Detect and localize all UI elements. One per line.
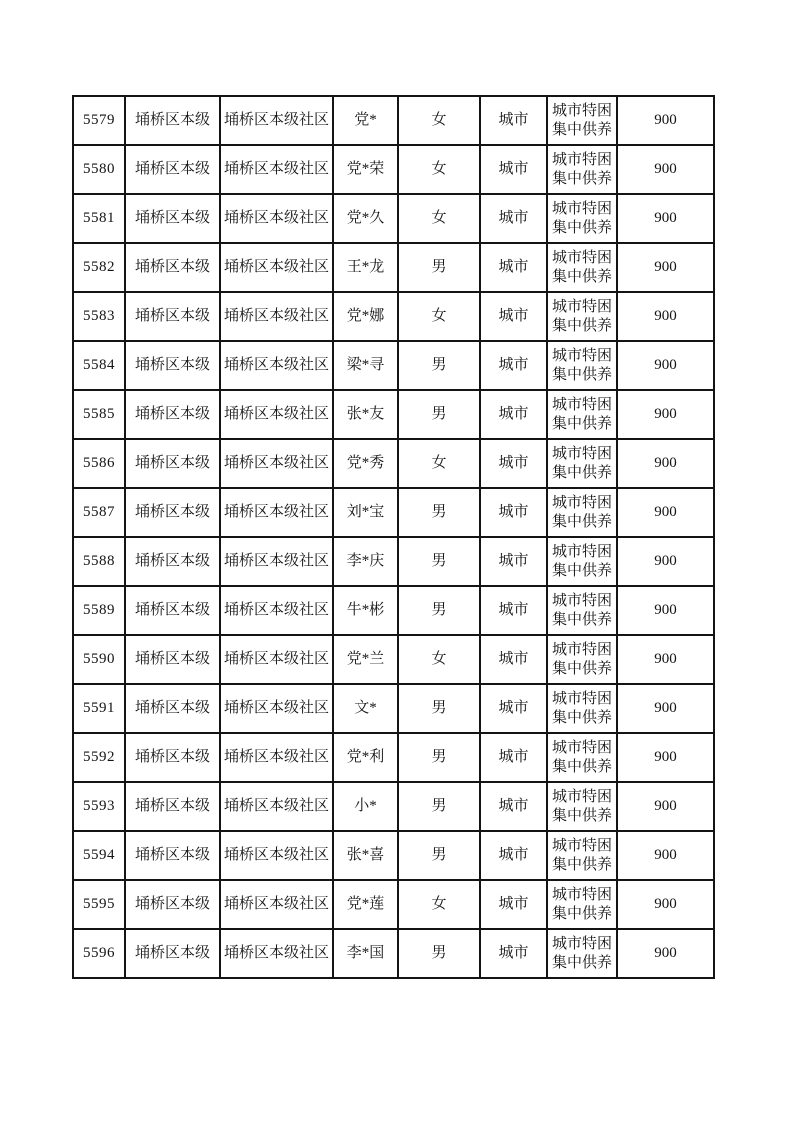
cell-community: 埇桥区本级社区 xyxy=(220,488,333,537)
cell-community: 埇桥区本级社区 xyxy=(220,390,333,439)
cell-serial-number: 5591 xyxy=(73,684,125,733)
cell-gender: 女 xyxy=(398,194,480,243)
cell-person-name: 党*久 xyxy=(333,194,398,243)
cell-subsidy-amount: 900 xyxy=(617,292,714,341)
cell-district: 埇桥区本级 xyxy=(125,96,220,145)
cell-gender: 女 xyxy=(398,145,480,194)
cell-district: 埇桥区本级 xyxy=(125,145,220,194)
cell-person-name: 李*庆 xyxy=(333,537,398,586)
table-row xyxy=(73,96,714,145)
cell-gender: 男 xyxy=(398,831,480,880)
cell-district: 埇桥区本级 xyxy=(125,439,220,488)
cell-urban-rural: 城市 xyxy=(480,96,547,145)
cell-urban-rural: 城市 xyxy=(480,586,547,635)
table-body xyxy=(73,96,714,978)
cell-serial-number: 5586 xyxy=(73,439,125,488)
cell-subsidy-amount: 900 xyxy=(617,586,714,635)
cell-community: 埇桥区本级社区 xyxy=(220,537,333,586)
cell-district: 埇桥区本级 xyxy=(125,782,220,831)
cell-gender: 女 xyxy=(398,439,480,488)
cell-serial-number: 5595 xyxy=(73,880,125,929)
cell-support-category: 城市特困集中供养 xyxy=(547,586,617,635)
cell-gender: 女 xyxy=(398,880,480,929)
cell-subsidy-amount: 900 xyxy=(617,929,714,978)
cell-urban-rural: 城市 xyxy=(480,439,547,488)
cell-urban-rural: 城市 xyxy=(480,145,547,194)
cell-community: 埇桥区本级社区 xyxy=(220,684,333,733)
cell-gender: 男 xyxy=(398,537,480,586)
cell-district: 埇桥区本级 xyxy=(125,586,220,635)
cell-subsidy-amount: 900 xyxy=(617,537,714,586)
cell-subsidy-amount: 900 xyxy=(617,96,714,145)
cell-support-category: 城市特困集中供养 xyxy=(547,96,617,145)
cell-community: 埇桥区本级社区 xyxy=(220,635,333,684)
table-row xyxy=(73,194,714,243)
cell-support-category: 城市特困集中供养 xyxy=(547,194,617,243)
cell-urban-rural: 城市 xyxy=(480,341,547,390)
cell-community: 埇桥区本级社区 xyxy=(220,341,333,390)
table-row xyxy=(73,145,714,194)
cell-district: 埇桥区本级 xyxy=(125,733,220,782)
table-row xyxy=(73,684,714,733)
cell-district: 埇桥区本级 xyxy=(125,194,220,243)
cell-support-category: 城市特困集中供养 xyxy=(547,243,617,292)
cell-person-name: 张*喜 xyxy=(333,831,398,880)
cell-district: 埇桥区本级 xyxy=(125,488,220,537)
cell-support-category: 城市特困集中供养 xyxy=(547,782,617,831)
cell-district: 埇桥区本级 xyxy=(125,831,220,880)
cell-community: 埇桥区本级社区 xyxy=(220,243,333,292)
cell-support-category: 城市特困集中供养 xyxy=(547,733,617,782)
cell-subsidy-amount: 900 xyxy=(617,390,714,439)
cell-person-name: 党*娜 xyxy=(333,292,398,341)
cell-community: 埇桥区本级社区 xyxy=(220,831,333,880)
cell-district: 埇桥区本级 xyxy=(125,292,220,341)
cell-urban-rural: 城市 xyxy=(480,880,547,929)
cell-support-category: 城市特困集中供养 xyxy=(547,145,617,194)
cell-community: 埇桥区本级社区 xyxy=(220,96,333,145)
cell-person-name: 党*莲 xyxy=(333,880,398,929)
cell-serial-number: 5584 xyxy=(73,341,125,390)
cell-person-name: 党*兰 xyxy=(333,635,398,684)
cell-person-name: 刘*宝 xyxy=(333,488,398,537)
cell-person-name: 党* xyxy=(333,96,398,145)
table-row xyxy=(73,880,714,929)
cell-urban-rural: 城市 xyxy=(480,929,547,978)
cell-urban-rural: 城市 xyxy=(480,831,547,880)
cell-person-name: 梁*寻 xyxy=(333,341,398,390)
cell-serial-number: 5592 xyxy=(73,733,125,782)
cell-support-category: 城市特困集中供养 xyxy=(547,439,617,488)
cell-subsidy-amount: 900 xyxy=(617,635,714,684)
table-row xyxy=(73,439,714,488)
cell-serial-number: 5579 xyxy=(73,96,125,145)
table-row xyxy=(73,733,714,782)
cell-gender: 男 xyxy=(398,243,480,292)
cell-support-category: 城市特困集中供养 xyxy=(547,390,617,439)
table-row xyxy=(73,635,714,684)
cell-district: 埇桥区本级 xyxy=(125,243,220,292)
cell-serial-number: 5589 xyxy=(73,586,125,635)
cell-gender: 男 xyxy=(398,684,480,733)
cell-community: 埇桥区本级社区 xyxy=(220,194,333,243)
cell-district: 埇桥区本级 xyxy=(125,537,220,586)
cell-person-name: 文* xyxy=(333,684,398,733)
cell-urban-rural: 城市 xyxy=(480,488,547,537)
cell-district: 埇桥区本级 xyxy=(125,880,220,929)
cell-gender: 男 xyxy=(398,929,480,978)
cell-serial-number: 5593 xyxy=(73,782,125,831)
cell-serial-number: 5585 xyxy=(73,390,125,439)
cell-serial-number: 5580 xyxy=(73,145,125,194)
cell-serial-number: 5588 xyxy=(73,537,125,586)
table-row xyxy=(73,243,714,292)
cell-person-name: 党*利 xyxy=(333,733,398,782)
cell-urban-rural: 城市 xyxy=(480,684,547,733)
cell-serial-number: 5582 xyxy=(73,243,125,292)
cell-person-name: 张*友 xyxy=(333,390,398,439)
cell-district: 埇桥区本级 xyxy=(125,341,220,390)
cell-support-category: 城市特困集中供养 xyxy=(547,292,617,341)
cell-community: 埇桥区本级社区 xyxy=(220,439,333,488)
cell-serial-number: 5587 xyxy=(73,488,125,537)
cell-district: 埇桥区本级 xyxy=(125,390,220,439)
cell-community: 埇桥区本级社区 xyxy=(220,586,333,635)
cell-subsidy-amount: 900 xyxy=(617,880,714,929)
cell-community: 埇桥区本级社区 xyxy=(220,929,333,978)
cell-support-category: 城市特困集中供养 xyxy=(547,537,617,586)
cell-person-name: 党*荣 xyxy=(333,145,398,194)
cell-urban-rural: 城市 xyxy=(480,243,547,292)
cell-person-name: 牛*彬 xyxy=(333,586,398,635)
cell-subsidy-amount: 900 xyxy=(617,243,714,292)
cell-serial-number: 5590 xyxy=(73,635,125,684)
benefits-roster-table xyxy=(72,95,715,979)
table-row xyxy=(73,488,714,537)
cell-gender: 女 xyxy=(398,635,480,684)
cell-support-category: 城市特困集中供养 xyxy=(547,341,617,390)
cell-district: 埇桥区本级 xyxy=(125,684,220,733)
cell-person-name: 李*国 xyxy=(333,929,398,978)
cell-community: 埇桥区本级社区 xyxy=(220,733,333,782)
table-row xyxy=(73,831,714,880)
table-row xyxy=(73,586,714,635)
cell-district: 埇桥区本级 xyxy=(125,635,220,684)
cell-support-category: 城市特困集中供养 xyxy=(547,831,617,880)
cell-urban-rural: 城市 xyxy=(480,733,547,782)
cell-support-category: 城市特困集中供养 xyxy=(547,684,617,733)
cell-subsidy-amount: 900 xyxy=(617,439,714,488)
table-row xyxy=(73,390,714,439)
cell-district: 埇桥区本级 xyxy=(125,929,220,978)
cell-serial-number: 5583 xyxy=(73,292,125,341)
table-row xyxy=(73,782,714,831)
cell-urban-rural: 城市 xyxy=(480,292,547,341)
cell-gender: 男 xyxy=(398,488,480,537)
cell-person-name: 王*龙 xyxy=(333,243,398,292)
cell-subsidy-amount: 900 xyxy=(617,831,714,880)
cell-support-category: 城市特困集中供养 xyxy=(547,929,617,978)
cell-subsidy-amount: 900 xyxy=(617,684,714,733)
cell-subsidy-amount: 900 xyxy=(617,733,714,782)
table-row xyxy=(73,929,714,978)
cell-urban-rural: 城市 xyxy=(480,635,547,684)
cell-subsidy-amount: 900 xyxy=(617,782,714,831)
cell-subsidy-amount: 900 xyxy=(617,145,714,194)
cell-serial-number: 5581 xyxy=(73,194,125,243)
table-row xyxy=(73,292,714,341)
cell-urban-rural: 城市 xyxy=(480,782,547,831)
cell-urban-rural: 城市 xyxy=(480,537,547,586)
cell-subsidy-amount: 900 xyxy=(617,488,714,537)
cell-gender: 男 xyxy=(398,586,480,635)
cell-community: 埇桥区本级社区 xyxy=(220,292,333,341)
table-row xyxy=(73,341,714,390)
cell-support-category: 城市特困集中供养 xyxy=(547,880,617,929)
cell-support-category: 城市特困集中供养 xyxy=(547,635,617,684)
cell-support-category: 城市特困集中供养 xyxy=(547,488,617,537)
cell-community: 埇桥区本级社区 xyxy=(220,880,333,929)
cell-community: 埇桥区本级社区 xyxy=(220,782,333,831)
cell-subsidy-amount: 900 xyxy=(617,194,714,243)
cell-gender: 男 xyxy=(398,733,480,782)
cell-gender: 女 xyxy=(398,292,480,341)
cell-serial-number: 5596 xyxy=(73,929,125,978)
cell-subsidy-amount: 900 xyxy=(617,341,714,390)
cell-serial-number: 5594 xyxy=(73,831,125,880)
cell-gender: 男 xyxy=(398,782,480,831)
cell-person-name: 党*秀 xyxy=(333,439,398,488)
cell-urban-rural: 城市 xyxy=(480,194,547,243)
cell-community: 埇桥区本级社区 xyxy=(220,145,333,194)
cell-gender: 女 xyxy=(398,96,480,145)
cell-gender: 男 xyxy=(398,390,480,439)
cell-gender: 男 xyxy=(398,341,480,390)
cell-urban-rural: 城市 xyxy=(480,390,547,439)
cell-person-name: 小* xyxy=(333,782,398,831)
table-row xyxy=(73,537,714,586)
